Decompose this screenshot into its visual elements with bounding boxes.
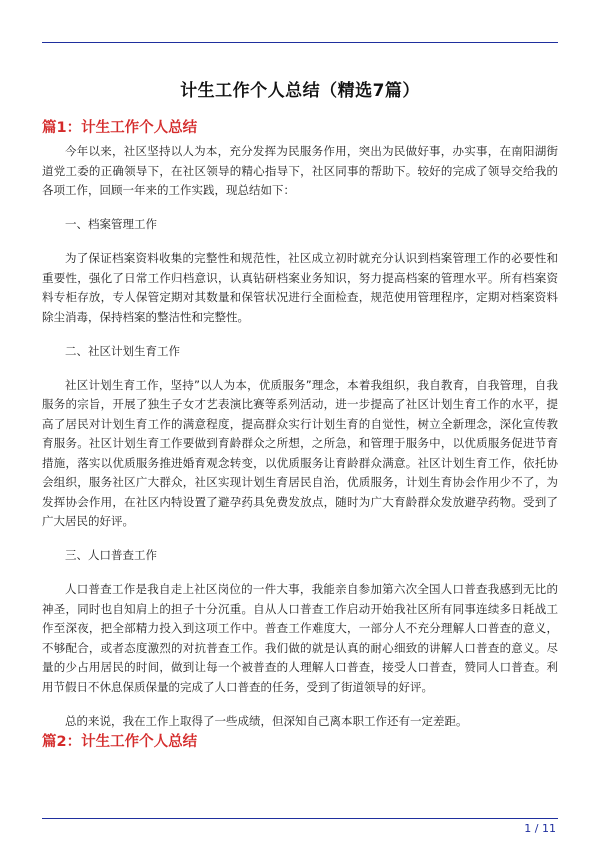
section-heading-1: 篇1：计生工作个人总结 bbox=[42, 120, 198, 136]
paragraph-intro: 今年以来，社区坚持以人为本，充分发挥为民服务作用，突出为民做好事，办实事，在南阳湖街道党工委的正确领导下，在社区领导的精心指导下，社区同事的帮助下。较好的完成了领导交给我的各项工作，回顾一年来的工作实践，现总结如下： bbox=[42, 144, 558, 197]
subheading-census: 三、人口普查工作 bbox=[65, 548, 157, 562]
paragraph-family-planning: 社区计划生育工作，坚持”以人为本，优质服务”理念，本着我组织，我自教育，自我管理，自我服务的宗旨，开展了独生子女才艺表演比赛等系列活动，进一步提高了社区计划生育工作的水平，提高了居民对计划生育工作的满意程度，提高群众实行计划生育的自觉性，树立全新理念，深化宣传教育服务。社区计划生育工作要做到育龄群众之所想，之所急，和管理于服务中，以优质服务促进节育措施，落实以优质服务推进婚育观念转变，以优质服务让育龄群众满意。社区计划生育工作，依托协会组织，服务社区广大群众，社区实现计划生育居民自治，优质服务，计划生育协会作用少不了，为发挥协会作用，在社区内特设置了避孕药具免费发放点，随时为广大育龄群众发放避孕药物。受到了广大居民的好评。 bbox=[42, 377, 558, 528]
footer-rule bbox=[42, 818, 558, 819]
section-heading-2: 篇2：计生工作个人总结 bbox=[42, 734, 198, 750]
subheading-archive: 一、档案管理工作 bbox=[65, 217, 157, 231]
page-title: 计生工作个人总结（精选7篇） bbox=[180, 81, 420, 101]
header-rule bbox=[42, 42, 558, 43]
subheading-family-planning: 二、社区计划生育工作 bbox=[65, 343, 180, 358]
paragraph-conclusion: 总的来说，我在工作上取得了一些成绩，但深知自己离本职工作还有一定差距。 bbox=[65, 713, 468, 728]
paragraph-archive: 为了保证档案资料收集的完整性和规范性，社区成立初时就充分认识到档案管理工作的必要性和重要性，强化了日常工作归档意识，认真钻研档案业务知识，努力提高档案的管理水平。所有档案资料专柜存放，专人保管定期对其数量和保管状况进行全面检查，规范使用管理程序，定期对档案资料除尘消毒，保持档案的整洁性和完整性。 bbox=[42, 251, 558, 324]
document-body bbox=[42, 142, 558, 746]
page-number: 1 / 11 bbox=[524, 822, 556, 835]
paragraph-census: 人口普查工作是我自走上社区岗位的一件大事，我能亲自参加第六次全国人口普查我感到无比的神圣，同时也自知肩上的担子十分沉重。自从人口普查工作启动开始我社区所有同事连续多日耗战工作至深夜，把全部精力投入到这项工作中。普查工作难度大，一部分人不充分理解人口普查的意义，不够配合，或者态度激烈的对抗普查工作。我们做的就是认真的耐心细致的讲解人口普查的意义。尽量的少占用居民的时间，做到让每一个被普查的人理解人口普查，接受人口普查，赞同人口普查。利用节假日不休息保质保量的完成了人口普查的任务，受到了街道领导的好评。 bbox=[42, 582, 558, 694]
